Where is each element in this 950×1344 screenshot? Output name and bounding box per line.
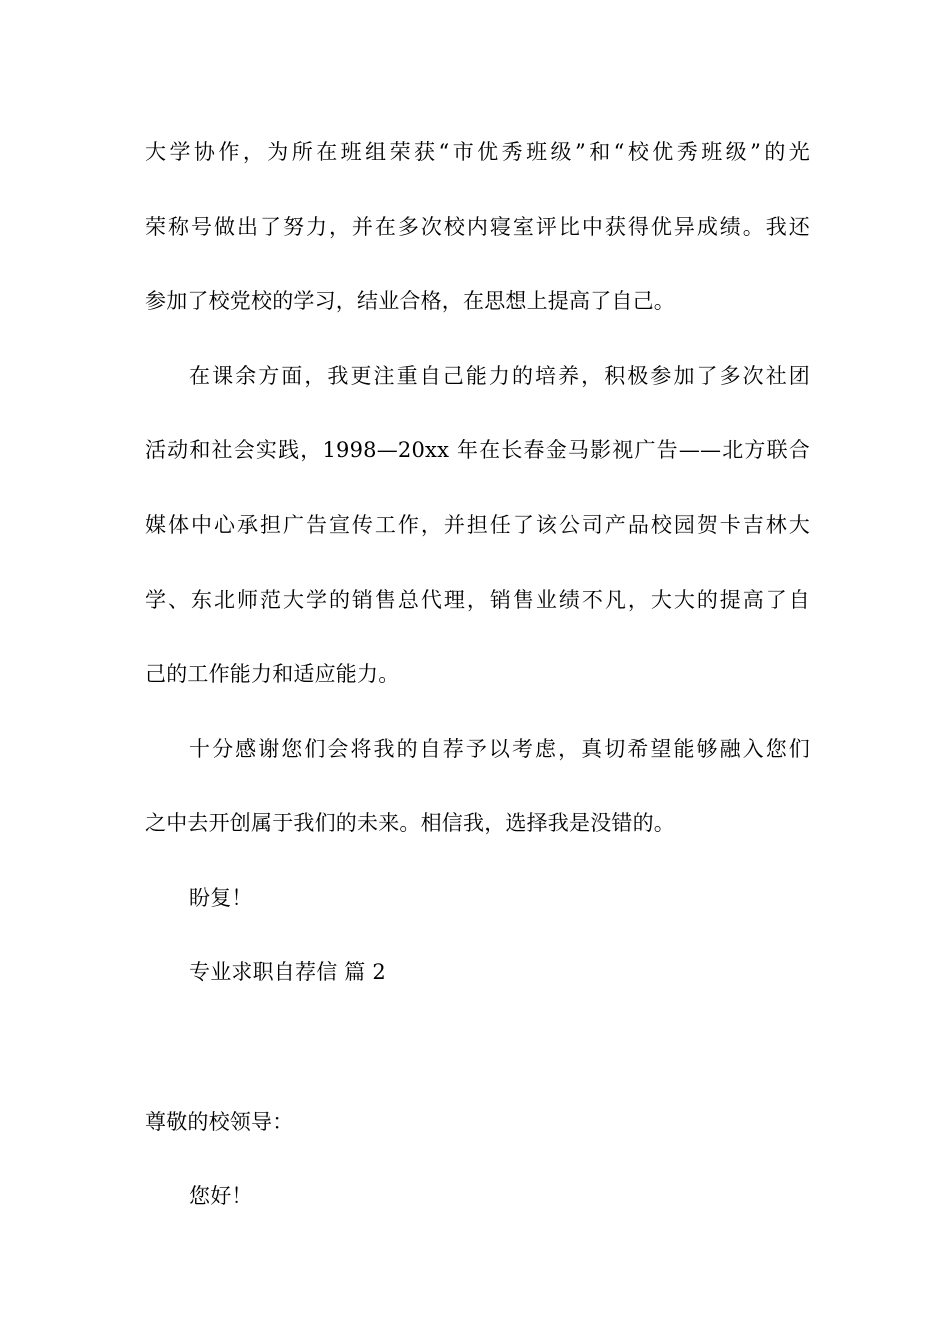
paragraph-2-line-1: 在课余方面，我更注重自己能力的培养，积极参加了多次社团: [189, 364, 810, 388]
paragraph-3-line-1: 十分感谢您们会将我的自荐予以考虑，真切希望能够融入您们: [189, 737, 810, 761]
greeting: 您好！: [189, 1184, 253, 1208]
closing-await-reply: 盼复！: [189, 886, 253, 910]
paragraph-1-line-1: 大学协作，为所在班组荣获“市优秀班级”和“校优秀班级”的光: [145, 140, 810, 164]
paragraph-3-line-2: 之中去开创属于我们的未来。相信我，选择我是没错的。: [145, 811, 675, 835]
section-heading: 专业求职自荐信 篇 2: [189, 960, 386, 984]
paragraph-1-line-3: 参加了校党校的学习，结业合格，在思想上提高了自己。: [145, 289, 675, 313]
paragraph-2-line-2: 活动和社会实践，1998—20xx 年在长春金马影视广告——北方联合: [145, 438, 810, 462]
paragraph-1-line-2: 荣称号做出了努力，并在多次校内寝室评比中获得优异成绩。我还: [145, 215, 810, 239]
salutation: 尊敬的校领导：: [145, 1110, 294, 1134]
paragraph-2-line-3: 媒体中心承担广告宣传工作，并担任了该公司产品校园贺卡吉林大: [145, 513, 810, 537]
paragraph-2-line-4: 学、东北师范大学的销售总代理，销售业绩不凡，大大的提高了自: [145, 588, 810, 612]
paragraph-2-line-5: 己的工作能力和适应能力。: [145, 662, 400, 686]
